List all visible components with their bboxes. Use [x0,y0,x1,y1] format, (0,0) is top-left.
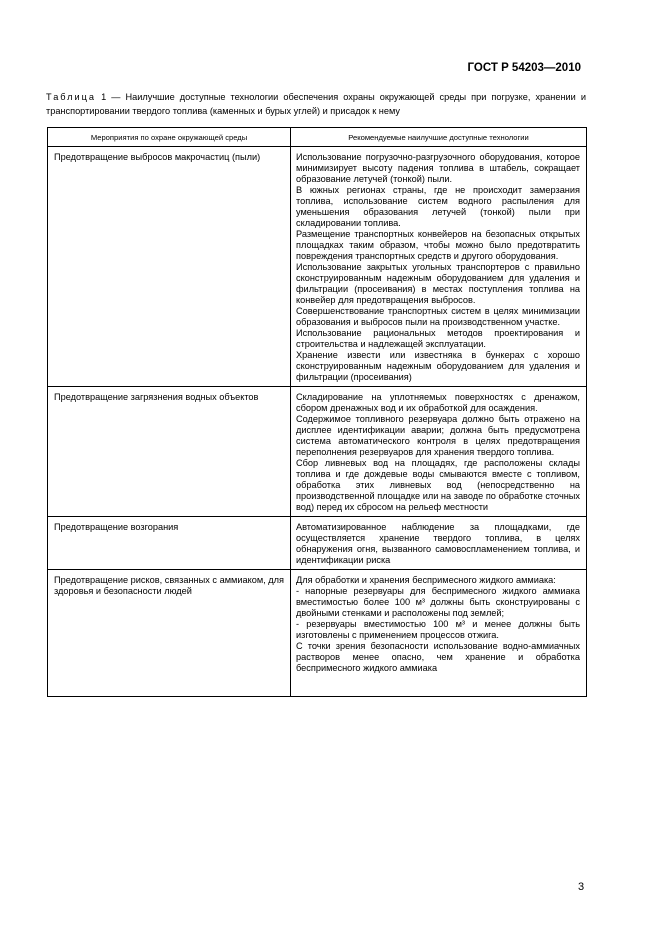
measure-text: Предотвращение выбросов макрочастиц (пыли) [54,152,261,162]
table-caption [46,90,586,118]
measure-cell [48,387,291,517]
table-row [48,387,587,517]
technology-paragraph: Для обработки и хранения беспримесного жидкого аммиака: [296,575,556,585]
measure-cell [48,570,291,697]
technology-paragraph: С точки зрения безопасности использование водно-аммиачных растворов менее опасно, чем хранение и обработка беспримесного жидкого аммиака [296,641,580,673]
standard-code: ГОСТ Р 54203—2010 [467,62,581,74]
technology-cell [291,570,587,697]
measure-text: Предотвращение загрязнения водных объектов [54,392,259,402]
technology-paragraph: Использование закрытых угольных транспортеров с правильно сконструированным надежным оборудованием для удаления и фильтрации (просеивания) в местах поступления топлива на конвейер для предотвращения выбросов. [296,262,580,305]
technology-paragraph: Хранение извести или известняка в бункерах с хорошо сконструированным надежным оборудованием для удаления и фильтрации (просеивания) [296,350,580,382]
caption-number: 1 [101,92,107,102]
technology-paragraph: Размещение транспортных конвейеров на безопасных открытых площадках таким образом, чтобы можно было предотвратить повреждения транспортных средств и другого оборудования. [296,229,580,261]
table-header-row [48,128,587,147]
table-row [48,517,587,570]
header-measures: Мероприятия по охране окружающей среды [48,128,291,147]
technology-paragraph: Складирование на уплотняемых поверхностях с дренажом, сбором дренажных вод и их обработкой для осаждения. [296,392,580,413]
header-technologies: Рекомендуемые наилучшие доступные технологии [291,128,587,147]
technology-paragraph: В южных регионах страны, где не происходит замерзания топлива, использование систем водного распыления для уменьшения образования летучей (тонкой) пыли при складировании топлива. [296,185,580,228]
technology-paragraph: Содержимое топливного резервуара должно быть отражено на дисплее идентификации аварии; должна быть предусмотрена система автоматического контроля в целях предотвращения переполнения резервуаров для хранения твердого топлива. [296,414,580,457]
technology-paragraph: Сбор ливневых вод на площадях, где расположены склады топлива и где дождевые воды смываются вместе с топливом, обработка этих ливневых вод (непосредственно на производственной площадке или на заводе по обработке сточных вод) перед их сбросом на рельеф местности [296,458,580,512]
technology-paragraph: - резервуары вместимостью 100 м³ и менее должны быть изготовлены с применением процессов отжига. [296,619,580,640]
table-row [48,570,587,697]
measure-cell [48,517,291,570]
technology-cell [291,147,587,387]
technology-paragraph: - напорные резервуары для беспримесного жидкого аммиака вместимостью более 100 м³ должны быть сконструированы с двойными стенками и расположены под землей; [296,586,580,618]
measure-text: Предотвращение возгорания [54,522,179,532]
measure-cell [48,147,291,387]
caption-label: Таблица [46,92,97,102]
measure-text: Предотвращение рисков, связанных с аммиаком, для здоровья и безопасности людей [54,575,284,596]
technology-paragraph: Использование рациональных методов проектирования и строительства и надлежащей эксплуатации. [296,328,580,349]
technology-paragraph: Совершенствование транспортных систем в целях минимизации образования и выбросов пыли на производственном участке. [296,306,580,327]
page-number: 3 [578,881,585,893]
caption-text: — Наилучшие доступные технологии обеспечения охраны окружающей среды при погрузке, хранении и транспортировании твердого топлива (каменных и бурых углей) и присадок к нему [46,92,586,116]
technology-cell [291,387,587,517]
bat-table [47,127,587,697]
technology-paragraph: Использование погрузочно-разгрузочного оборудования, которое минимизирует высоту падения топлива в штабель, сокращает образование летучей (тонкой) пыли. [296,152,580,184]
technology-paragraph: Автоматизированное наблюдение за площадками, где осуществляется хранение твердого топлива, в целях обнаружения огня, вызванного самовоспламенением топлива, и идентификации риска [296,522,580,565]
technology-cell [291,517,587,570]
table-row [48,147,587,387]
